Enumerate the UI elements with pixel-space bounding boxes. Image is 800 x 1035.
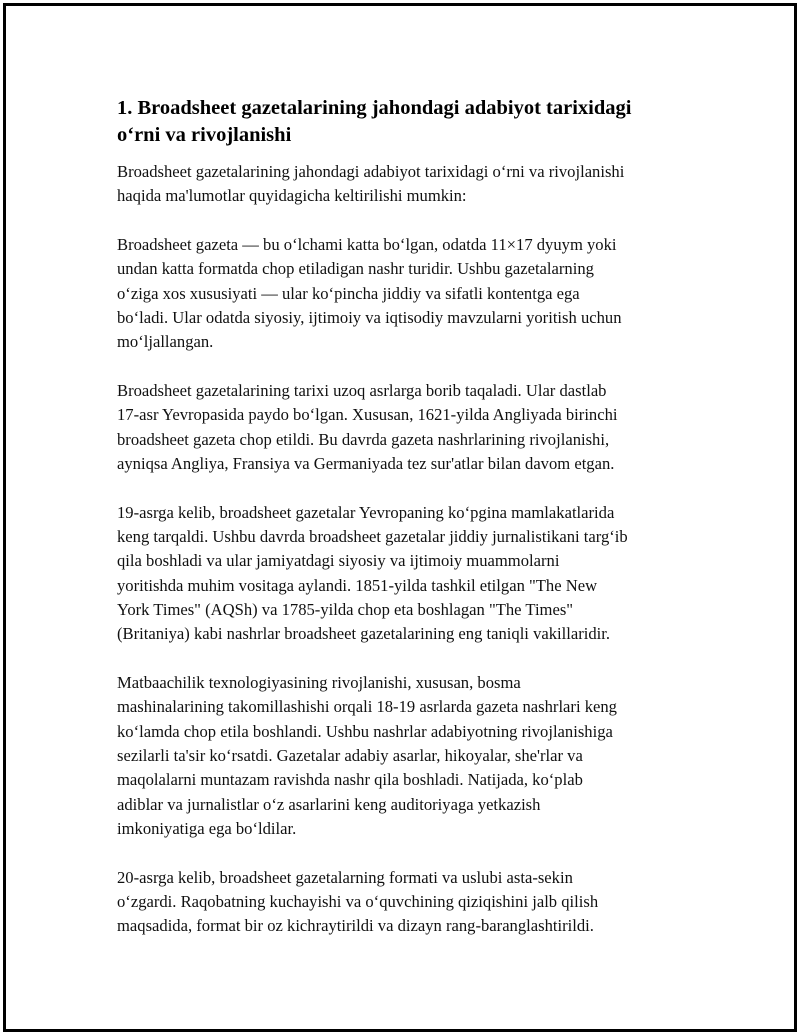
text-line: 20-asrga kelib, broadsheet gazetalarning formati va uslubi asta-sekin xyxy=(117,867,573,887)
text-line: Broadsheet gazeta — bu o‘lchami katta bo‘lgan, odatda 11×17 dyuym yoki xyxy=(117,235,617,255)
text-line: adiblar va jurnalistlar o‘z asarlarini keng auditoriyaga yetkazish xyxy=(117,794,541,814)
text-line: broadsheet gazeta chop etildi. Bu davrda gazeta nashrlarining rivojlanishi, xyxy=(117,429,610,449)
text-line: sezilarli ta'sir ko‘rsatdi. Gazetalar adabiy asarlar, hikoyalar, she'rlar va xyxy=(117,745,583,765)
heading-line: 1. Broadsheet gazetalarining jahondagi adabiyot tarixidagi xyxy=(117,97,632,119)
paragraph-19th-century xyxy=(117,501,692,647)
text-line: imkoniyatiga ega bo‘ldilar. xyxy=(117,818,297,838)
text-line: Matbaachilik texnologiyasining rivojlanishi, xususan, bosma xyxy=(117,673,521,693)
paragraph-intro xyxy=(117,160,692,209)
text-line: undan katta formatda chop etiladigan nashr turidir. Ushbu gazetalarning xyxy=(117,259,594,279)
text-line: maqolalarni muntazam ravishda nashr qila boshladi. Natijada, ko‘plab xyxy=(117,770,583,790)
text-line: maqsadida, format bir oz kichraytirildi va dizayn rang-baranglashtirildi. xyxy=(117,916,594,936)
text-line: yoritishda muhim vositaga aylandi. 1851-yilda tashkil etilgan "The New xyxy=(117,575,598,595)
document-body xyxy=(117,95,692,963)
text-line: mashinalarining takomillashishi orqali 18-19 asrlarda gazeta nashrlari keng xyxy=(117,697,617,717)
heading-line: o‘rni va rivojlanishi xyxy=(117,124,292,146)
text-line: haqida ma'lumotlar quyidagicha keltirilishi mumkin: xyxy=(117,186,467,206)
text-line: ayniqsa Angliya, Fransiya va Germaniyada tez sur'atlar bilan davom etgan. xyxy=(117,453,615,473)
text-line: 17-asr Yevropasida paydo bo‘lgan. Xususan, 1621-yilda Angliyada birinchi xyxy=(117,405,618,425)
text-line: York Times" (AQSh) va 1785-yilda chop eta boshlagan "The Times" xyxy=(117,599,574,619)
text-line: (Britaniya) kabi nashrlar broadsheet gazetalarining eng taniqli vakillaridir. xyxy=(117,624,611,644)
text-line: o‘zgardi. Raqobatning kuchayishi va o‘quvchining qiziqishini jalb qilish xyxy=(117,891,599,911)
text-line: o‘ziga xos xususiyati — ular ko‘pincha jiddiy va sifatli kontentga ega xyxy=(117,283,580,303)
paragraph-printing xyxy=(117,671,692,841)
paragraph-history xyxy=(117,379,692,476)
text-line: ko‘lamda chop etila boshlandi. Ushbu nashrlar adabiyotning rivojlanishiga xyxy=(117,721,613,741)
text-line: Broadsheet gazetalarining jahondagi adabiyot tarixidagi o‘rni va rivojlanishi xyxy=(117,162,625,181)
text-line: keng tarqaldi. Ushbu davrda broadsheet gazetalar jiddiy jurnalistikani targ‘ib xyxy=(117,527,628,547)
text-line: qila boshladi va ular jamiyatdagi siyosiy va ijtimoiy muammolarni xyxy=(117,551,560,571)
text-line: 19-asrga kelib, broadsheet gazetalar Yevropaning ko‘pgina mamlakatlarida xyxy=(117,502,615,522)
paragraph-definition xyxy=(117,233,692,354)
paragraph-20th-century xyxy=(117,866,692,939)
text-line: bo‘ladi. Ular odatda siyosiy, ijtimoiy va iqtisodiy mavzularni yoritish uchun xyxy=(117,307,622,327)
section-heading xyxy=(117,95,692,149)
text-line: Broadsheet gazetalarining tarixi uzoq asrlarga borib taqaladi. Ular dastlab xyxy=(117,381,607,401)
text-line: mo‘ljallangan. xyxy=(117,332,214,352)
